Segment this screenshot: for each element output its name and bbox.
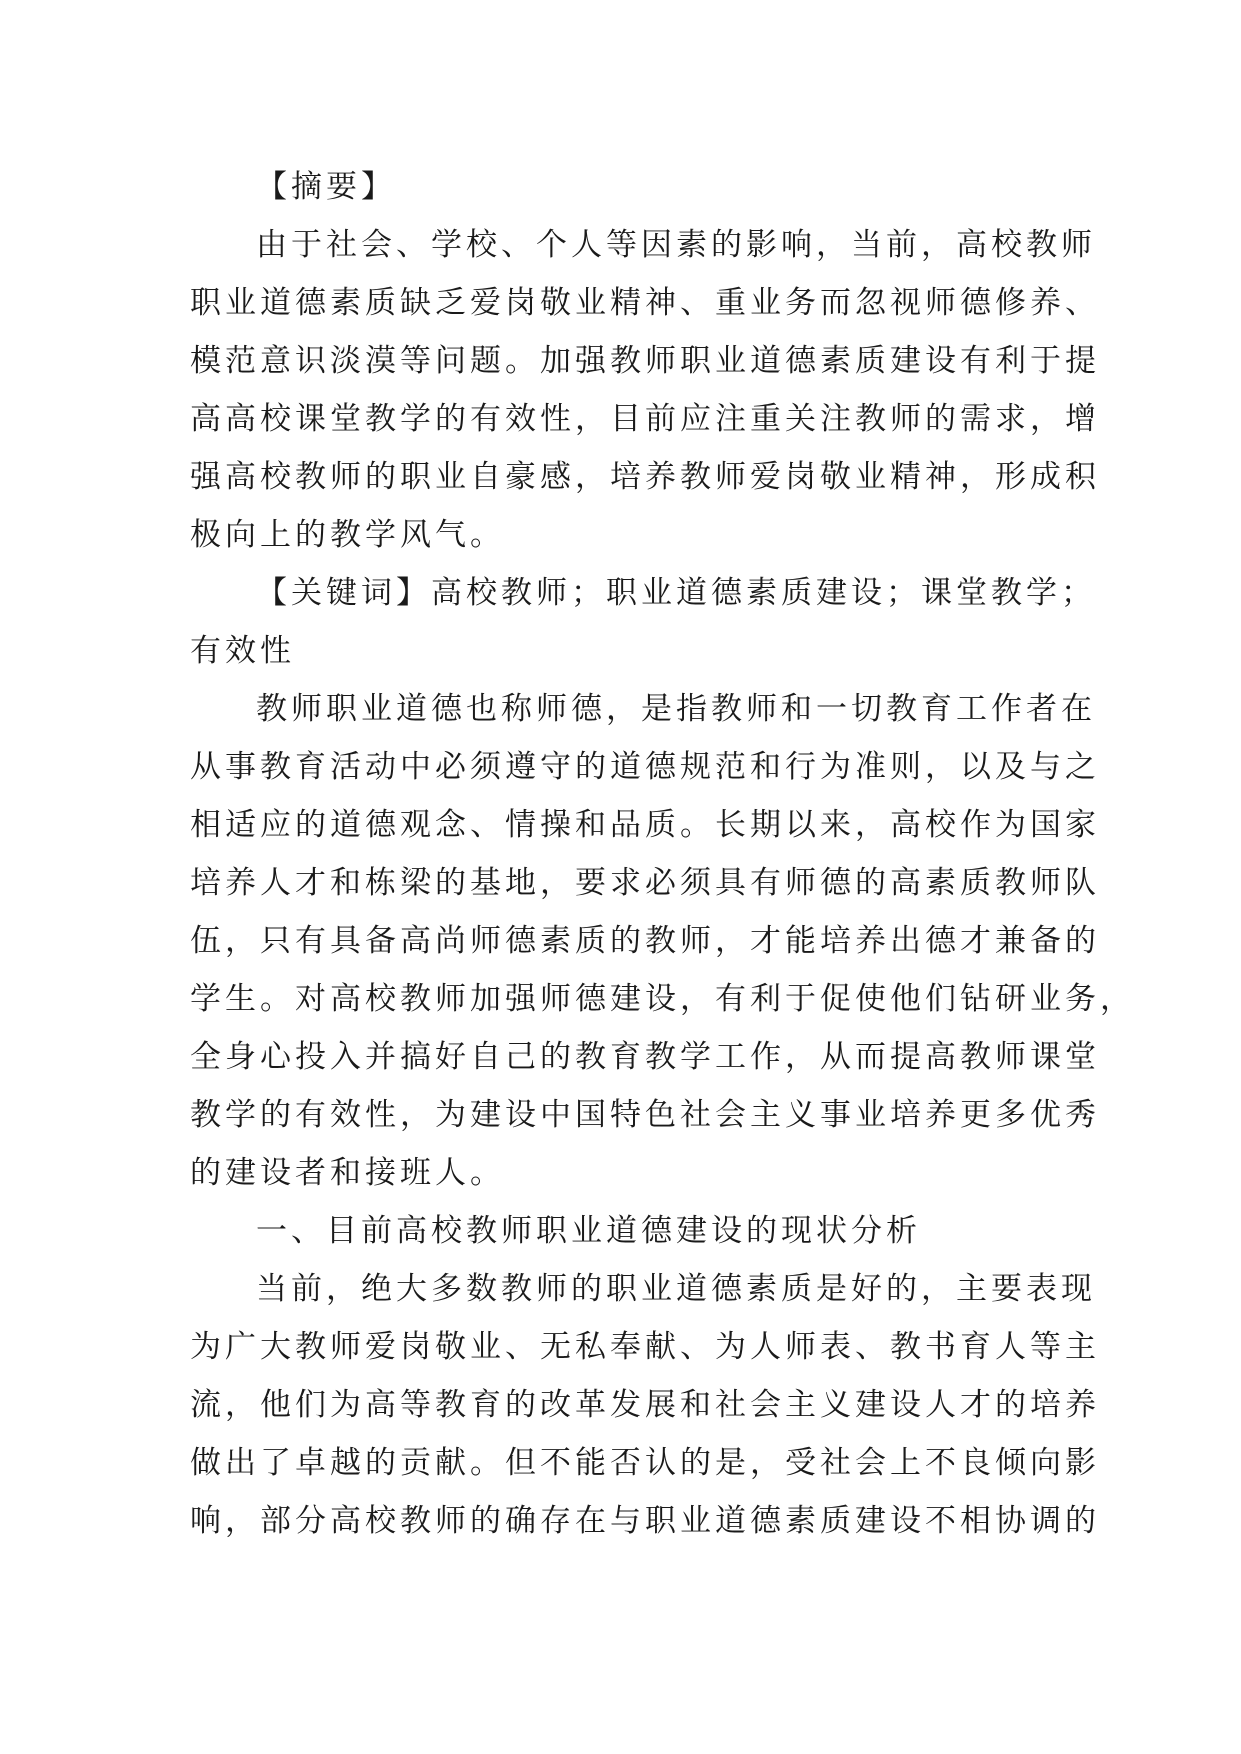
- section-heading: 一、目前高校教师职业道德建设的现状分析: [256, 1213, 921, 1249]
- keywords-line: 有效性: [190, 633, 295, 669]
- abstract-line: 职业道德素质缺乏爱岗敬业精神、重业务而忽视师德修养、: [190, 285, 1100, 321]
- intro-line: 教学的有效性，为建设中国特色社会主义事业培养更多优秀: [190, 1097, 1100, 1133]
- section-line: 做出了卓越的贡献。但不能否认的是，受社会上不良倾向影: [190, 1445, 1100, 1481]
- abstract-line: 模范意识淡漠等问题。加强教师职业道德素质建设有利于提: [190, 343, 1100, 379]
- intro-line: 的建设者和接班人。: [190, 1155, 505, 1191]
- abstract-line: 极向上的教学风气。: [190, 517, 505, 553]
- document-body: [190, 158, 1135, 1550]
- abstract-line: 由于社会、学校、个人等因素的影响，当前，高校教师: [256, 227, 1096, 263]
- intro-line: 学生。对高校教师加强师德建设，有利于促使他们钻研业务，: [190, 981, 1135, 1017]
- intro-line: 相适应的道德观念、情操和品质。长期以来，高校作为国家: [190, 807, 1100, 843]
- intro-line: 全身心投入并搞好自己的教育教学工作，从而提高教师课堂: [190, 1039, 1100, 1075]
- section-line: 流，他们为高等教育的改革发展和社会主义建设人才的培养: [190, 1387, 1100, 1423]
- intro-line: 从事教育活动中必须遵守的道德规范和行为准则，以及与之: [190, 749, 1100, 785]
- section-line: 为广大教师爱岗敬业、无私奉献、为人师表、教书育人等主: [190, 1329, 1100, 1365]
- abstract-heading: 【摘要】: [256, 169, 396, 205]
- abstract-line: 高高校课堂教学的有效性，目前应注重关注教师的需求，增: [190, 401, 1100, 437]
- intro-line: 伍，只有具备高尚师德素质的教师，才能培养出德才兼备的: [190, 923, 1100, 959]
- abstract-line: 强高校教师的职业自豪感，培养教师爱岗敬业精神，形成积: [190, 459, 1100, 495]
- section-line: 当前，绝大多数教师的职业道德素质是好的，主要表现: [256, 1271, 1096, 1307]
- section-line: 响，部分高校教师的确存在与职业道德素质建设不相协调的: [190, 1503, 1100, 1539]
- intro-line: 培养人才和栋梁的基地，要求必须具有师德的高素质教师队: [190, 865, 1100, 901]
- keywords-line: 【关键词】高校教师；职业道德素质建设；课堂教学；: [256, 575, 1096, 611]
- intro-line: 教师职业道德也称师德，是指教师和一切教育工作者在: [256, 691, 1096, 727]
